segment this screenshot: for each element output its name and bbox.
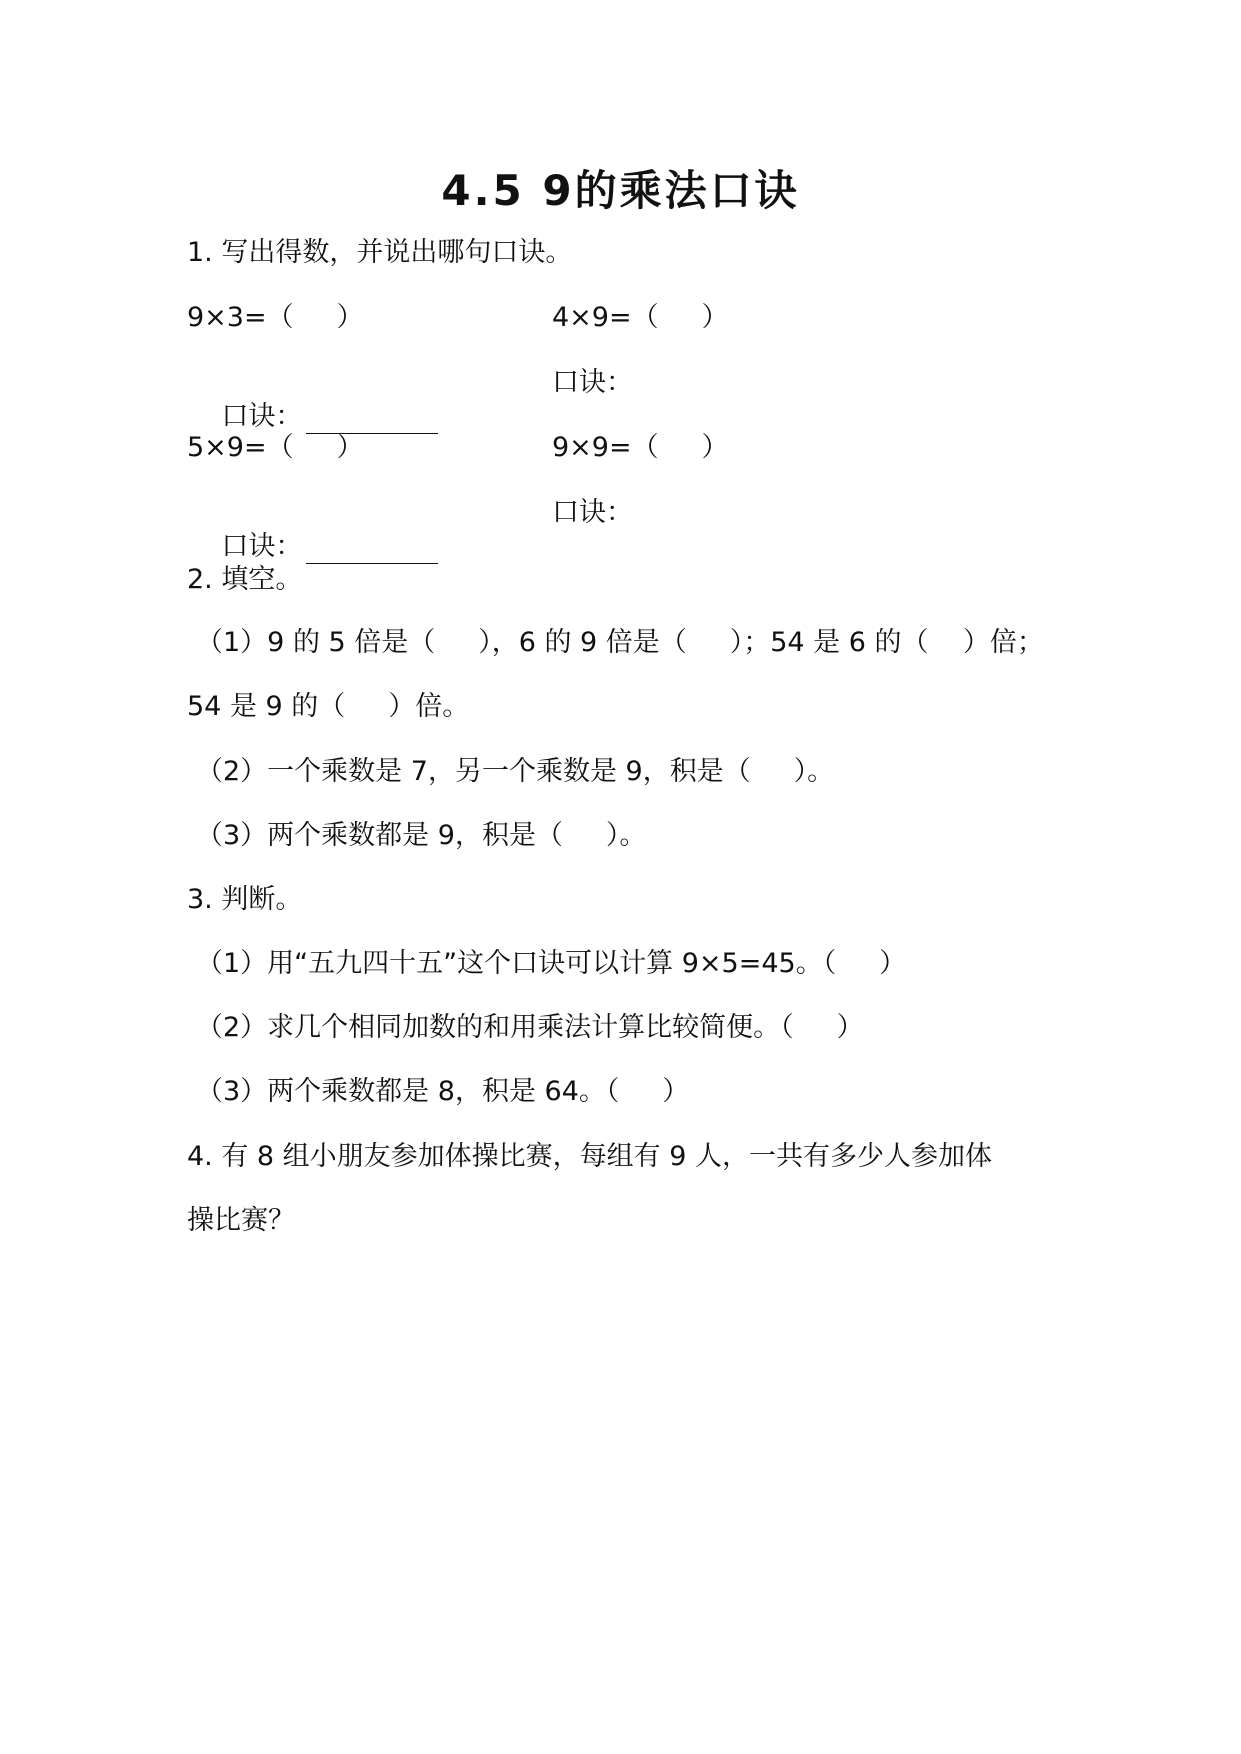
q2-item-1: （1）9 的 5 倍是（ ），6 的 9 倍是（ ）；54 是 6 的（ ）倍； [196,627,1044,658]
q1-expr-2: 4×9=（ ） [552,302,729,333]
q1-expr-1: 9×3=（ ） [187,302,364,333]
q4-line-1: 4. 有 8 组小朋友参加体操比赛，每组有 9 人，一共有多少人参加体 [187,1141,993,1172]
q3-item-3: （3）两个乘数都是 8，积是 64。（ ） [196,1076,690,1107]
q1-label-3: 口诀： [221,531,303,562]
page-title: 4.5 9的乘法口诀 [441,166,800,215]
q1-expr-4: 9×9=（ ） [552,432,729,463]
q3-heading: 3. 判断。 [187,884,303,915]
q3-item-2: （2）求几个相同加数的和用乘法计算比较简便。（ ） [196,1012,864,1043]
q1-heading: 1. 写出得数，并说出哪句口诀。 [187,237,573,268]
q2-heading: 2. 填空。 [187,564,303,595]
q1-expr-3: 5×9=（ ） [187,432,364,463]
q1-label-4: 口诀： [552,497,633,528]
q2-item-2: （2）一个乘数是 7，另一个乘数是 9，积是（ ）。 [196,756,835,787]
q2-item-3: （3）两个乘数都是 9，积是（ ）。 [196,820,647,851]
q1-label-2: 口诀： [552,367,633,398]
q3-item-1: （1）用“五九四十五”这个口诀可以计算 9×5=45。（ ） [196,948,907,979]
q1-label-1: 口诀： [221,401,303,432]
answer-blank-3[interactable] [306,539,438,564]
q4-line-2: 操比赛？ [187,1205,295,1236]
q2-item-1-cont: 54 是 9 的（ ）倍。 [187,691,470,722]
